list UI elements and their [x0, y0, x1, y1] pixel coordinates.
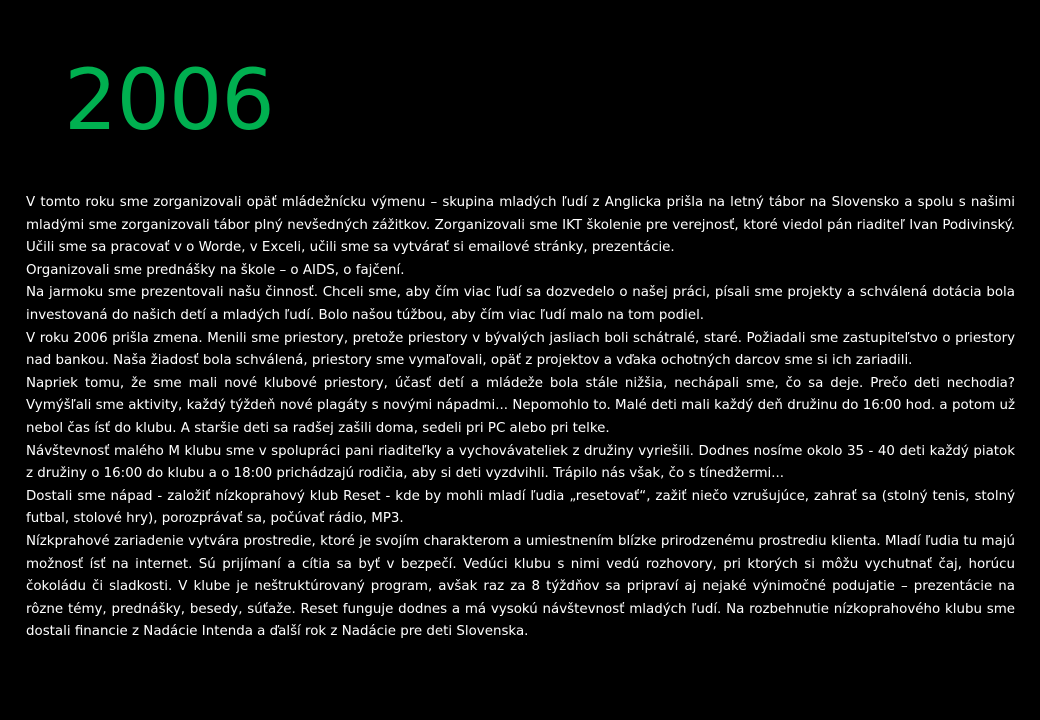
paragraph-attendance: Napriek tomu, že sme mali nové klubové priestory, účasť detí a mládeže bola stále nižšia, nechápali sme, čo sa deje. Prečo deti nechodia? Vymýšľali sme aktivity, každý týždeň nové plagáty s novými nápadmi... Nepomohlo to. Malé deti mali každý deň družinu do 16:00 hod. a potom už nebol čas ísť do klubu. A staršie deti sa radšej zašili doma, sedeli pri PC alebo pri telke.	[26, 375, 1015, 436]
slide-body	[26, 192, 1015, 644]
paragraph-exchange-ikt: V tomto roku sme zorganizovali opäť mládežnícku výmenu – skupina mladých ľudí z Anglicka prišla na letný tábor na Slovensko a spolu s našimi mladými sme zorganizovali tábor plný nevšedných zážitkov. Zorganizovali sme IKT školenie pre verejnosť, ktoré viedol pán riaditeľ Ivan Podivinský. Učili sme sa pracovať v o Worde, v Exceli, učili sme sa vytvárať si emailové stránky, prezentácie.	[26, 195, 1015, 256]
paragraph-premises: V roku 2006 prišla zmena. Menili sme priestory, pretože priestory v bývalých jasliach boli schátralé, staré. Požiadali sme zastupiteľstvo o priestory nad bankou. Naša žiadosť bola schválená, priestory sme vymaľovali, opäť z projektov a vďaka ochotných darcov sme si ich zariadili.	[26, 330, 1015, 369]
slide-title: 2006	[64, 51, 274, 149]
paragraph-lectures: Organizovali sme prednášky na škole – o AIDS, o fajčení.	[26, 262, 405, 278]
paragraph-fair: Na jarmoku sme prezentovali našu činnosť. Chceli sme, aby čím viac ľudí sa dozvedelo o našej práci, písali sme projekty a schválená dotácia bola investovaná do našich detí a mladých ľudí. Bolo našou túžbou, aby čím viac ľudí malo na tom podiel.	[26, 285, 1015, 323]
paragraph-low-threshold: Nízkprahové zariadenie vytvára prostredie, ktoré je svojím charakterom a umiestnením blízke prirodzenému prostrediu klienta. Mladí ľudia tu majú možnosť ísť na internet. Sú prijímaní a cítia sa byť v bezpečí. Vedúci klubu s nimi vedú rozhovory, pri ktorých si môžu vychutnať čaj, horúcu čokoládu či sladkosti. V klube je neštruktúrovaný program, avšak raz za 8 týždňov sa pripraví aj nejaké výnimočné podujatie – prezentácie na rôzne témy, prednášky, besedy, súťaže. Reset funguje dodnes a má vysokú návštevnosť mladých ľudí. Na rozbehnutie nízkoprahového klubu sme dostali financie z Nadácie Intenda a ďalší rok z Nadácie pre deti Slovenska.	[26, 533, 1015, 640]
paragraph-m-club: Návštevnosť malého M klubu sme v spolupráci pani riaditeľky a vychovávateliek z družiny vyriešili. Dodnes nosíme okolo 35 - 40 deti každý piatok z družiny o 16:00 do klubu a o 18:00 prichádzajú rodičia, aby si deti vyzdvihli. Trápilo nás však, čo s tínedžermi...	[26, 443, 1015, 482]
paragraph-reset-idea: Dostali sme nápad - založiť nízkoprahový klub Reset - kde by mohli mladí ľudia „resetovať“, zažiť niečo vzrušujúce, zahrať sa (stolný tenis, stolný futbal, stolové hry), porozprávať sa, počúvať rádio, MP3.	[26, 488, 1015, 527]
